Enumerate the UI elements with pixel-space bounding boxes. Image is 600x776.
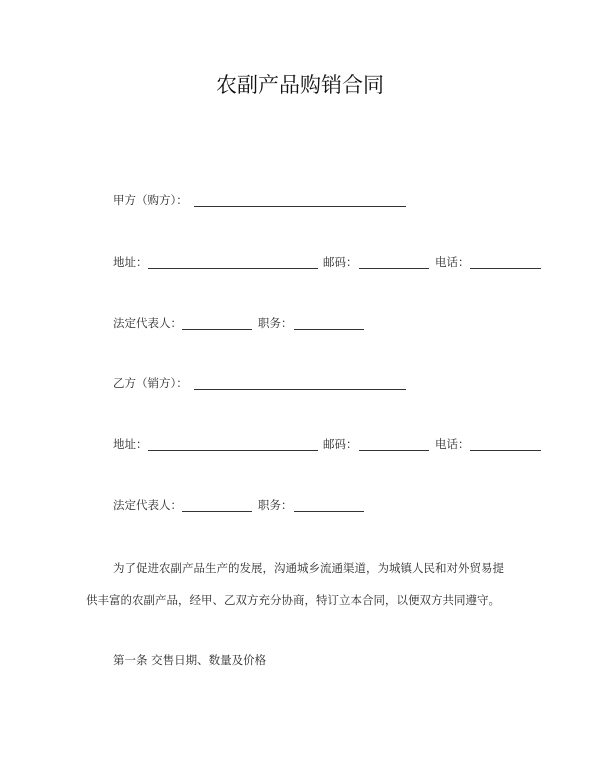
party-b-address-field[interactable] [148, 450, 318, 451]
party-a-legal-rep-row [0, 315, 600, 335]
party-a-phone-label: 电话： [435, 255, 470, 269]
preamble-line-1: 为了促进农副产品生产的发展，沟通城乡流通渠道，为城镇人民和对外贸易提 [113, 561, 504, 575]
party-a-position-field[interactable] [294, 329, 364, 330]
party-b-label: 乙方（销方）： [113, 376, 188, 390]
party-a-label: 甲方（购方）： [113, 193, 188, 207]
party-a-postcode-label: 邮码： [323, 255, 358, 269]
party-a-legal-rep-field[interactable] [182, 329, 252, 330]
party-b-address-row [0, 436, 600, 456]
party-a-position-label: 职务： [258, 316, 293, 330]
party-a-postcode-field[interactable] [359, 268, 429, 269]
party-a-address-field[interactable] [148, 268, 318, 269]
party-a-row [0, 192, 600, 212]
preamble-line-2: 供丰富的农副产品，经甲、乙双方充分协商，特订立本合同，以便双方共同遵守。 [86, 593, 500, 607]
party-b-position-label: 职务： [258, 498, 293, 512]
party-b-phone-field[interactable] [470, 450, 541, 451]
clause-1-heading: 第一条 交售日期、数量及价格 [113, 653, 267, 667]
party-b-legal-rep-row [0, 497, 600, 517]
party-a-legal-rep-label: 法定代表人： [113, 316, 182, 330]
party-b-position-field[interactable] [294, 511, 364, 512]
party-b-postcode-label: 邮码： [323, 437, 358, 451]
party-b-legal-rep-label: 法定代表人： [113, 498, 182, 512]
party-b-row [0, 375, 600, 395]
party-b-postcode-field[interactable] [359, 450, 429, 451]
party-b-name-field[interactable] [194, 389, 406, 390]
document-title: 农副产品购销合同 [216, 73, 384, 97]
party-a-name-field[interactable] [194, 206, 406, 207]
party-b-legal-rep-field[interactable] [182, 511, 252, 512]
party-a-phone-field[interactable] [470, 268, 541, 269]
party-b-phone-label: 电话： [435, 437, 470, 451]
party-b-address-label: 地址： [113, 437, 148, 451]
party-a-address-row [0, 254, 600, 274]
party-a-address-label: 地址： [113, 255, 148, 269]
